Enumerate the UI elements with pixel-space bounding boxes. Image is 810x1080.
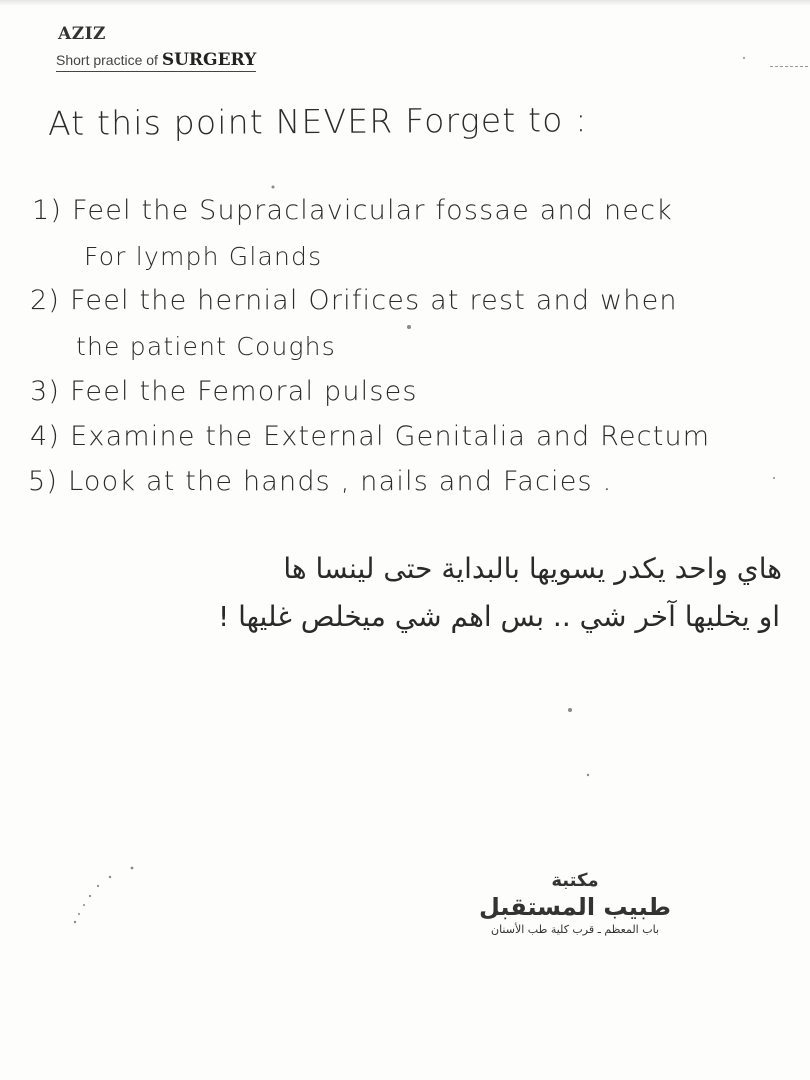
- list-item-text: Feel the Supraclavicular fossae and neck: [72, 195, 673, 226]
- list-item-number: 3): [30, 376, 61, 407]
- list-item-text: Look at the hands , nails and Facies .: [68, 466, 613, 497]
- list-item-2-continuation: the patient Coughs: [76, 332, 336, 361]
- list-item-5: [28, 466, 612, 497]
- library-stamp: [470, 870, 680, 938]
- list-item-1: [32, 195, 673, 226]
- header-divider: [770, 66, 808, 67]
- list-item-2: [30, 285, 678, 316]
- header-book-prefix: Short practice of: [56, 52, 162, 68]
- list-item-3: [30, 376, 418, 407]
- stamp-line-1: مكتبة: [551, 870, 599, 891]
- list-item-text: Feel the Femoral pulses: [70, 376, 418, 407]
- list-item-number: 4): [30, 421, 61, 452]
- list-item-number: 2): [30, 285, 61, 316]
- list-item-number: 1): [32, 195, 63, 226]
- list-item-text: Examine the External Genitalia and Rectum: [70, 421, 711, 452]
- page-edge-shadow: [0, 0, 810, 6]
- arabic-note-line-2: او يخليها آخر شي .. بس اهم شي ميخلص غليها !: [217, 600, 780, 633]
- header-book-title: [56, 50, 256, 72]
- arabic-note-line-1: هاي واحد يكدر يسويها بالبداية حتى لينسا ها: [283, 552, 782, 585]
- note-title: At this point NEVER Forget to :: [47, 100, 588, 143]
- list-item-number: 5): [28, 466, 59, 497]
- stamp-line-3: باب المعظم ـ قرب كلية طب الأسنان: [490, 923, 660, 936]
- list-item-4: [30, 421, 710, 452]
- stamp-line-2: طبيب المستقبل: [479, 893, 671, 921]
- header-author: AZIZ: [58, 24, 106, 44]
- header-book-subject: SURGERY: [161, 50, 257, 70]
- list-item-text: Feel the hernial Orifices at rest and when: [70, 285, 678, 316]
- list-item-1-continuation: For lymph Glands: [84, 242, 323, 271]
